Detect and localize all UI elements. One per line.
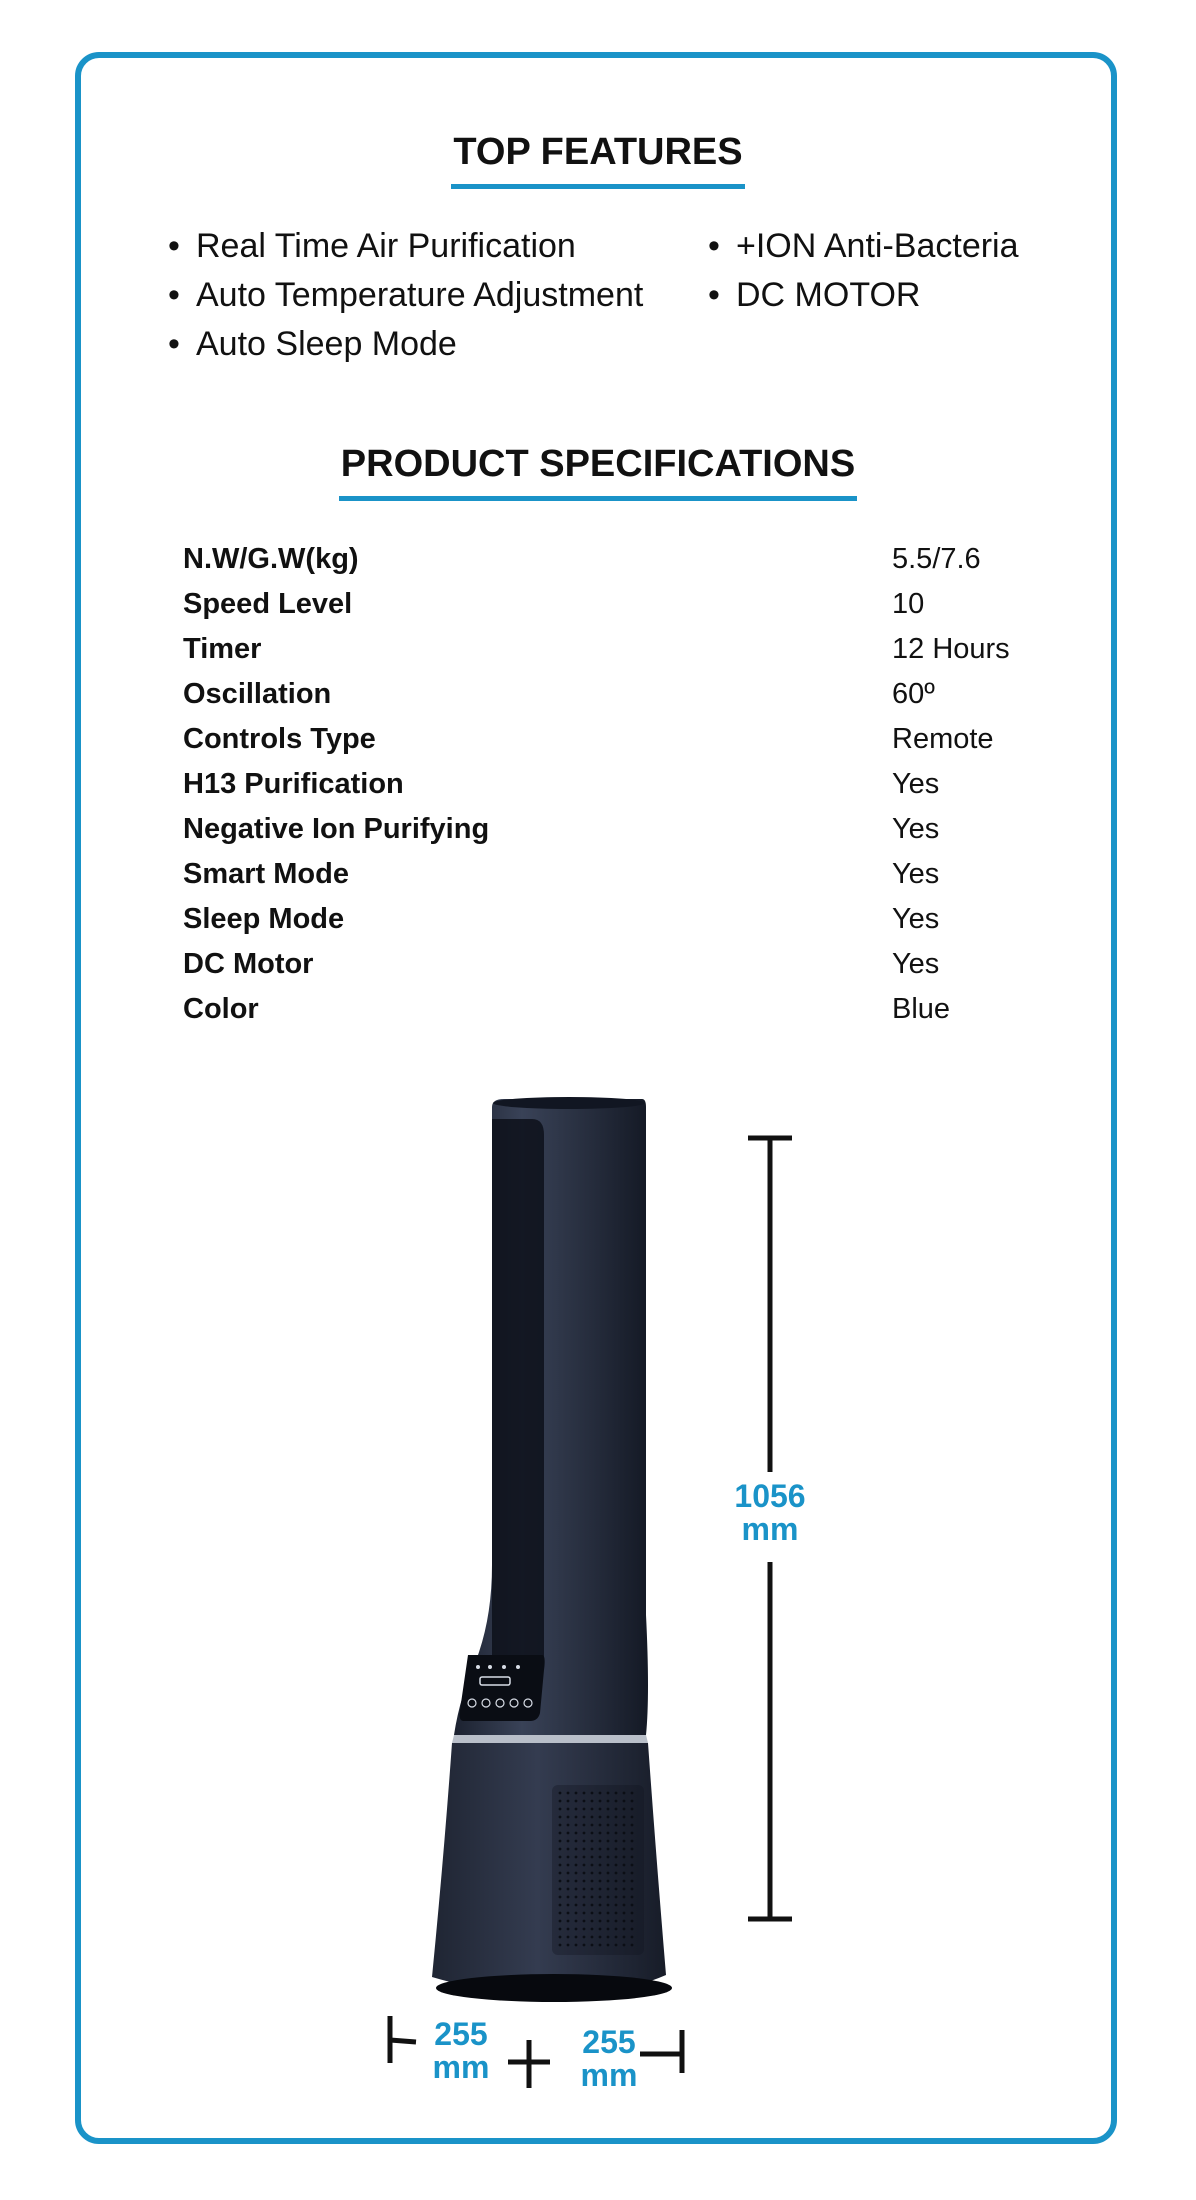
feature-item: • DC MOTOR	[708, 271, 1019, 320]
width-left-dimension-label	[420, 2018, 502, 2084]
spec-value: 10	[892, 588, 925, 620]
spec-label: Sleep Mode	[183, 903, 345, 935]
spec-label: Controls Type	[183, 723, 376, 755]
spec-value: Yes	[892, 813, 940, 845]
spec-value: Yes	[892, 903, 940, 935]
spec-value: Yes	[892, 858, 940, 890]
spec-value: Yes	[892, 768, 940, 800]
spec-label: N.W/G.W(kg)	[183, 543, 359, 575]
feature-item: • Real Time Air Purification	[168, 222, 643, 271]
spec-value: 12 Hours	[892, 633, 1010, 665]
spec-label: DC Motor	[183, 948, 314, 980]
width-left-value: 255	[434, 2016, 488, 2052]
height-dimension-label	[718, 1480, 822, 1546]
spec-label: Timer	[183, 633, 262, 665]
spec-label: Speed Level	[183, 588, 353, 620]
specs-title: PRODUCT SPECIFICATIONS	[0, 443, 1196, 501]
spec-value: Yes	[892, 948, 940, 980]
spec-value: 60º	[892, 678, 935, 710]
width-right-dimension-label	[568, 2026, 650, 2092]
spec-label: H13 Purification	[183, 768, 404, 800]
feature-item: • Auto Sleep Mode	[168, 320, 643, 369]
width-left-unit: mm	[432, 2049, 490, 2085]
height-value: 1056	[734, 1478, 806, 1514]
spec-label: Smart Mode	[183, 858, 349, 890]
width-right-unit: mm	[580, 2057, 638, 2093]
spec-value: 5.5/7.6	[892, 543, 981, 575]
spec-label: Negative Ion Purifying	[183, 813, 490, 845]
spec-value: Blue	[892, 993, 951, 1025]
features-title: TOP FEATURES	[0, 131, 1196, 189]
spec-label: Oscillation	[183, 678, 332, 710]
feature-item: • +ION Anti-Bacteria	[708, 222, 1019, 271]
spec-value: Remote	[892, 723, 994, 755]
width-right-value: 255	[582, 2024, 636, 2060]
spec-label: Color	[183, 993, 259, 1025]
height-unit: mm	[741, 1511, 799, 1547]
feature-item: • Auto Temperature Adjustment	[168, 271, 643, 320]
